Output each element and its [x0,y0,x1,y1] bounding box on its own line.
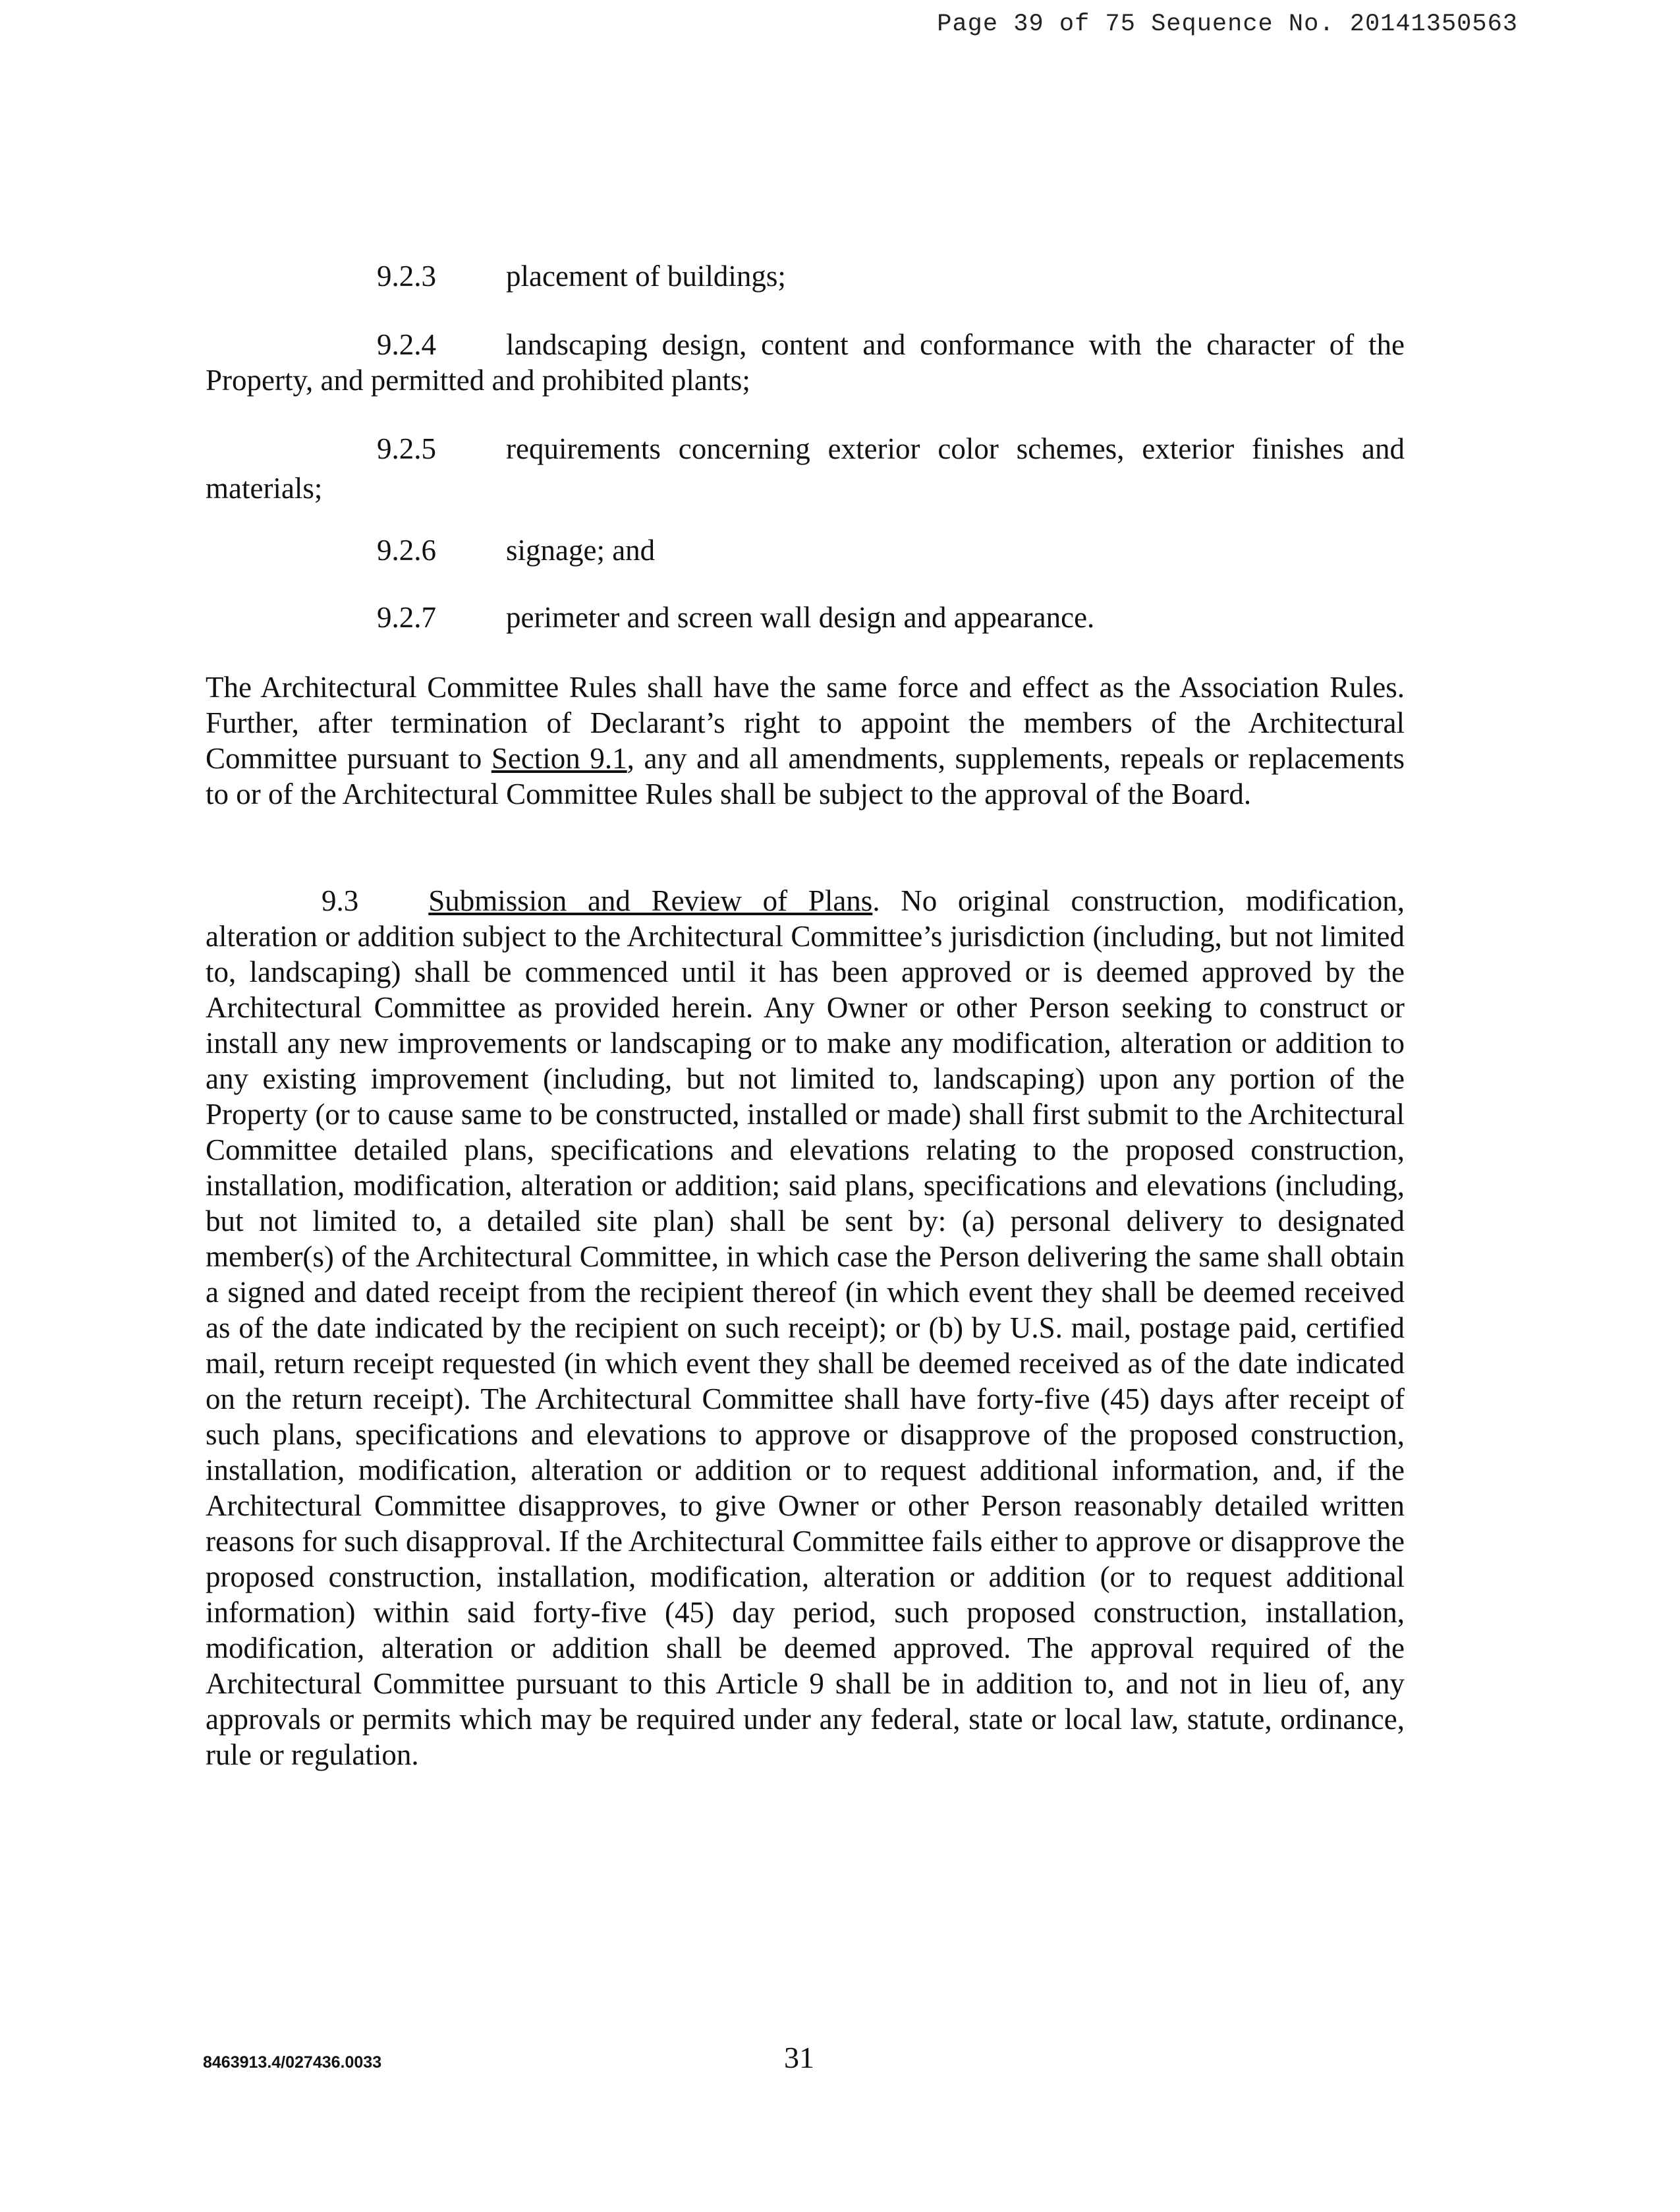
section-9-3 [206,883,1405,1772]
item-number: 9.2.3 [377,260,436,293]
section-number: 9.3 [322,884,359,917]
item-number: 9.2.5 [377,432,436,465]
paragraph-text-b: , any and all amendments, supplements, repeals or replacements to or of the Architectural Committee Rules shall be subject to the approval of the Board. [206,742,1405,810]
page-header: Page 39 of 75 Sequence No. 20141350563 [937,11,1518,38]
item-text-line-1: landscaping design, content and conformance with the character of the [506,328,1405,361]
section-9-1-reference: Section 9.1 [491,742,627,775]
section-heading-end: . [872,884,880,917]
item-text-line-1: requirements concerning exterior color schemes, exterior finishes and [506,432,1405,465]
paragraph-architectural-rules [206,669,1405,812]
item-number: 9.2.4 [377,328,436,361]
item-text: placement of buildings; [506,260,786,293]
item-text-line-2: Property, and permitted and prohibited plants; [206,364,750,397]
item-text-line-2: materials; [206,472,323,505]
section-heading: Submission and Review of Plans [428,884,873,917]
paragraph-text-a: The Architectural Committee Rules shall have the same force and effect as the Association Rules. Further, after termination of Declarant’s right to appoint the members of the Architectural Committee pursuant to [206,671,1405,775]
page-number: 31 [784,2041,814,2074]
item-text: perimeter and screen wall design and appearance. [506,601,1095,634]
item-text: signage; and [506,534,656,567]
item-number: 9.2.6 [377,534,436,567]
document-id: 8463913.4/027436.0033 [203,2053,382,2072]
item-number: 9.2.7 [377,601,436,634]
section-body: No original construction, modification, alteration or addition subject to the Architectural Committee’s jurisdiction (including, but not limited to, landscaping) shall be commenced until it has been approved or is deemed approved by the Architectural Committee as provided herein. Any Owner or other Person seeking to construct or install any new improvements or landscaping or to make any modification, alteration or addition to any existing improvement (including, but not limited to, landscaping) upon any portion of the Property (or to cause same to be constructed, installed or made) shall first submit to the Architectural Committee detailed plans, specifications and elevations relating to the proposed construction, installation, modification, alteration or addition; said plans, specifications and elevations (including, but not limited to, a detailed site plan) shall be sent by: (a) personal delivery to designated member(s) of the Architectural Committee, in which case the Person delivering the same shall obtain a signed and dated receipt from the recipient thereof (in which event they shall be deemed received as of the date indicated by the recipient on such receipt); or (b) by U.S. mail, postage paid, certified mail, return receipt requested (in which event they shall be deemed received as of the date indicated on the return receipt). The Architectural Committee shall have forty-five (45) days after receipt of such plans, specifications and elevations to approve or disapprove of the proposed construction, installation, modification, alteration or addition or to request additional information, and, if the Architectural Committee disapproves, to give Owner or other Person reasonably detailed written reasons for such disapproval. If the Architectural Committee fails either to approve or disapprove the proposed construction, installation, modification, alteration or addition (or to request additional information) within said forty-five (45) day period, such proposed construction, installation, modification, alteration or addition shall be deemed approved. The approval required of the Architectural Committee pursuant to this Article 9 shall be in addition to, and not in lieu of, any approvals or permits which may be required under any federal, state or local law, statute, ordinance, rule or regulation. [206,884,1405,1771]
